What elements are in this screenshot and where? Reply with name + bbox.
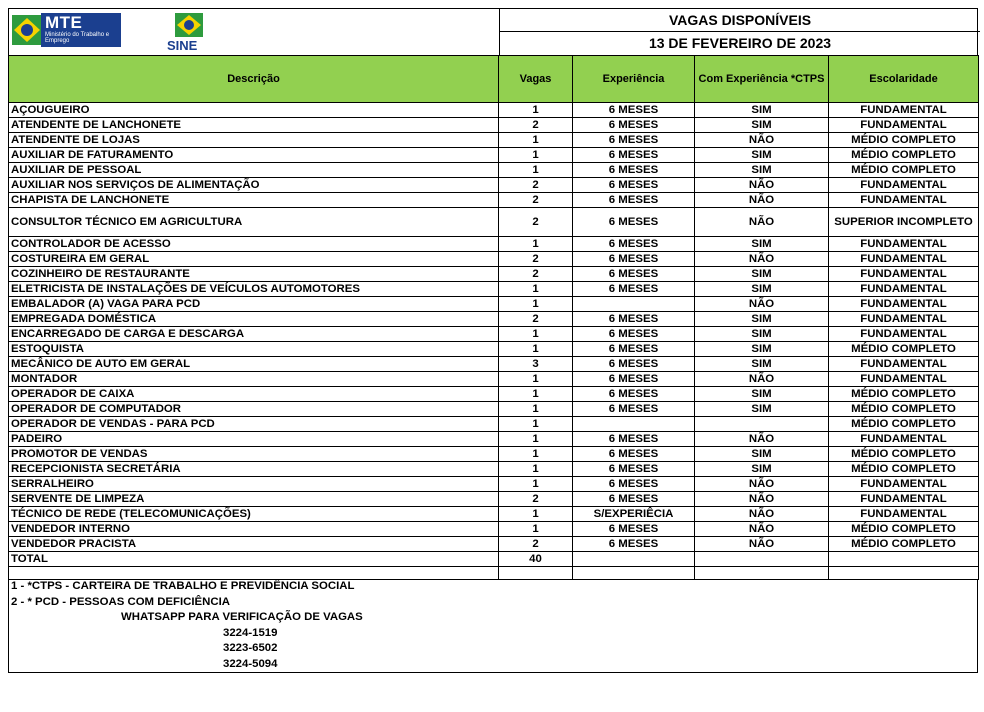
cell-escolaridade: MÉDIO COMPLETO: [829, 163, 979, 178]
cell-ctps: SIM: [695, 462, 829, 477]
cell-experiencia: 6 MESES: [573, 237, 695, 252]
cell-descricao: EMBALADOR (A) VAGA PARA PCD: [9, 297, 499, 312]
logos-area: [9, 9, 499, 55]
cell-escolaridade: MÉDIO COMPLETO: [829, 522, 979, 537]
cell-experiencia: 6 MESES: [573, 148, 695, 163]
sine-logo: [167, 11, 217, 53]
empty-cell: [695, 567, 829, 580]
cell-descricao: AUXILIAR NOS SERVIÇOS DE ALIMENTAÇÃO: [9, 178, 499, 193]
cell-escolaridade: FUNDAMENTAL: [829, 193, 979, 208]
cell-experiencia: 6 MESES: [573, 537, 695, 552]
cell-vagas: 1: [499, 237, 573, 252]
cell-escolaridade: FUNDAMENTAL: [829, 118, 979, 133]
col-header-descricao: Descrição: [9, 56, 499, 103]
cell-escolaridade: MÉDIO COMPLETO: [829, 342, 979, 357]
cell-descricao: OPERADOR DE COMPUTADOR: [9, 402, 499, 417]
cell-vagas: 1: [499, 402, 573, 417]
cell-escolaridade: FUNDAMENTAL: [829, 267, 979, 282]
cell-descricao: OPERADOR DE CAIXA: [9, 387, 499, 402]
cell-ctps: NÃO: [695, 492, 829, 507]
cell-experiencia: 6 MESES: [573, 387, 695, 402]
cell-experiencia: 6 MESES: [573, 447, 695, 462]
empty-cell: [695, 552, 829, 567]
cell-ctps: SIM: [695, 357, 829, 372]
cell-vagas: 2: [499, 118, 573, 133]
cell-experiencia: 6 MESES: [573, 477, 695, 492]
brazil-flag-icon: [11, 11, 43, 47]
table-row: [9, 178, 979, 193]
table-row: [9, 417, 979, 432]
cell-descricao: TÉCNICO DE REDE (TELECOMUNICAÇÕES): [9, 507, 499, 522]
whatsapp-title: WHATSAPP PARA VERIFICAÇÃO DE VAGAS: [121, 611, 363, 623]
cell-experiencia: 6 MESES: [573, 208, 695, 237]
cell-ctps: NÃO: [695, 537, 829, 552]
cell-vagas: 2: [499, 312, 573, 327]
cell-ctps: NÃO: [695, 372, 829, 387]
cell-experiencia: 6 MESES: [573, 103, 695, 118]
table-row: [9, 492, 979, 507]
cell-vagas: 1: [499, 387, 573, 402]
cell-experiencia: 6 MESES: [573, 193, 695, 208]
cell-experiencia: 6 MESES: [573, 282, 695, 297]
cell-experiencia: 6 MESES: [573, 462, 695, 477]
table-row: [9, 208, 979, 237]
cell-descricao: AUXILIAR DE PESSOAL: [9, 163, 499, 178]
table-row: [9, 432, 979, 447]
cell-ctps: NÃO: [695, 178, 829, 193]
cell-ctps: NÃO: [695, 522, 829, 537]
cell-descricao: ATENDENTE DE LANCHONETE: [9, 118, 499, 133]
cell-vagas: 1: [499, 342, 573, 357]
cell-experiencia: [573, 417, 695, 432]
phone-number: 3223-6502: [223, 642, 278, 654]
cell-escolaridade: MÉDIO COMPLETO: [829, 402, 979, 417]
cell-vagas: 2: [499, 193, 573, 208]
mte-logo-subtitle: Ministério do Trabalho e Emprego: [45, 32, 110, 44]
cell-vagas: 1: [499, 447, 573, 462]
cell-escolaridade: FUNDAMENTAL: [829, 477, 979, 492]
cell-experiencia: 6 MESES: [573, 522, 695, 537]
cell-ctps: NÃO: [695, 252, 829, 267]
table-row: [9, 252, 979, 267]
cell-escolaridade: FUNDAMENTAL: [829, 312, 979, 327]
cell-vagas: 1: [499, 432, 573, 447]
cell-escolaridade: FUNDAMENTAL: [829, 252, 979, 267]
cell-vagas: 1: [499, 507, 573, 522]
cell-escolaridade: FUNDAMENTAL: [829, 372, 979, 387]
cell-ctps: NÃO: [695, 297, 829, 312]
cell-vagas: 2: [499, 178, 573, 193]
mte-logo-text: MTE: [45, 13, 83, 32]
vacancy-sheet: [8, 8, 978, 704]
table-row: [9, 462, 979, 477]
cell-vagas: 1: [499, 103, 573, 118]
note-pcd: 2 - * PCD - PESSOAS COM DEFICIÊNCIA: [11, 595, 230, 608]
table-row: [9, 522, 979, 537]
vacancies-table: [8, 55, 979, 580]
cell-ctps: SIM: [695, 163, 829, 178]
blank-row: [9, 567, 979, 580]
empty-cell: [573, 552, 695, 567]
table-row: [9, 267, 979, 282]
cell-ctps: NÃO: [695, 507, 829, 522]
table-row: [9, 537, 979, 552]
table-row: [9, 312, 979, 327]
cell-ctps: SIM: [695, 267, 829, 282]
cell-descricao: COZINHEIRO DE RESTAURANTE: [9, 267, 499, 282]
cell-ctps: NÃO: [695, 208, 829, 237]
col-header-escolaridade: Escolaridade: [829, 56, 979, 103]
table-row: [9, 387, 979, 402]
cell-descricao: CONSULTOR TÉCNICO EM AGRICULTURA: [9, 208, 499, 237]
cell-vagas: 1: [499, 163, 573, 178]
cell-descricao: VENDEDOR INTERNO: [9, 522, 499, 537]
cell-escolaridade: MÉDIO COMPLETO: [829, 462, 979, 477]
cell-descricao: RECEPCIONISTA SECRETÁRIA: [9, 462, 499, 477]
cell-vagas: 1: [499, 372, 573, 387]
cell-ctps: NÃO: [695, 432, 829, 447]
cell-experiencia: 6 MESES: [573, 118, 695, 133]
sine-flag-icon: [173, 11, 207, 39]
cell-descricao: OPERADOR DE VENDAS - PARA PCD: [9, 417, 499, 432]
cell-escolaridade: FUNDAMENTAL: [829, 492, 979, 507]
cell-escolaridade: FUNDAMENTAL: [829, 327, 979, 342]
cell-vagas: 2: [499, 208, 573, 237]
cell-ctps: SIM: [695, 148, 829, 163]
cell-ctps: SIM: [695, 282, 829, 297]
col-header-vagas: Vagas: [499, 56, 573, 103]
cell-ctps: SIM: [695, 327, 829, 342]
total-value: 40: [499, 552, 573, 567]
empty-cell: [573, 567, 695, 580]
cell-descricao: PROMOTOR DE VENDAS: [9, 447, 499, 462]
sine-logo-text: SINE: [167, 38, 198, 53]
cell-descricao: CHAPISTA DE LANCHONETE: [9, 193, 499, 208]
table-row: [9, 402, 979, 417]
cell-escolaridade: FUNDAMENTAL: [829, 178, 979, 193]
cell-escolaridade: MÉDIO COMPLETO: [829, 133, 979, 148]
cell-descricao: SERRALHEIRO: [9, 477, 499, 492]
cell-vagas: 1: [499, 477, 573, 492]
mte-logo: [11, 11, 121, 47]
cell-escolaridade: SUPERIOR INCOMPLETO: [829, 208, 979, 237]
cell-vagas: 2: [499, 252, 573, 267]
cell-vagas: 1: [499, 148, 573, 163]
cell-descricao: VENDEDOR PRACISTA: [9, 537, 499, 552]
cell-ctps: SIM: [695, 312, 829, 327]
cell-ctps: SIM: [695, 237, 829, 252]
cell-vagas: 1: [499, 327, 573, 342]
table-row: [9, 103, 979, 118]
cell-experiencia: 6 MESES: [573, 492, 695, 507]
cell-descricao: AÇOUGUEIRO: [9, 103, 499, 118]
cell-descricao: ELETRICISTA DE INSTALAÇÕES DE VEÍCULOS AUTOMOTORES: [9, 282, 499, 297]
table-row: [9, 133, 979, 148]
table-row: [9, 282, 979, 297]
cell-experiencia: 6 MESES: [573, 267, 695, 282]
document-header: [8, 8, 978, 55]
empty-cell: [9, 567, 499, 580]
cell-vagas: 2: [499, 537, 573, 552]
cell-vagas: 1: [499, 282, 573, 297]
empty-cell: [829, 567, 979, 580]
cell-descricao: MECÂNICO DE AUTO EM GERAL: [9, 357, 499, 372]
cell-vagas: 2: [499, 267, 573, 282]
page-date: 13 DE FEVEREIRO DE 2023: [648, 35, 832, 51]
cell-descricao: MONTADOR: [9, 372, 499, 387]
table-row: [9, 342, 979, 357]
cell-descricao: ATENDENTE DE LOJAS: [9, 133, 499, 148]
cell-experiencia: 6 MESES: [573, 312, 695, 327]
cell-vagas: 1: [499, 522, 573, 537]
phone-number: 3224-5094: [223, 657, 278, 670]
cell-ctps: SIM: [695, 402, 829, 417]
cell-descricao: ESTOQUISTA: [9, 342, 499, 357]
empty-cell: [499, 567, 573, 580]
table-row: [9, 118, 979, 133]
cell-ctps: SIM: [695, 447, 829, 462]
cell-experiencia: 6 MESES: [573, 327, 695, 342]
cell-ctps: SIM: [695, 103, 829, 118]
cell-descricao: ENCARREGADO DE CARGA E DESCARGA: [9, 327, 499, 342]
cell-vagas: 1: [499, 297, 573, 312]
cell-escolaridade: FUNDAMENTAL: [829, 297, 979, 312]
cell-ctps: SIM: [695, 342, 829, 357]
col-header-ctps: Com Experiência *CTPS: [695, 56, 829, 103]
table-row: [9, 372, 979, 387]
cell-ctps: NÃO: [695, 477, 829, 492]
cell-experiencia: 6 MESES: [573, 357, 695, 372]
cell-descricao: CONTROLADOR DE ACESSO: [9, 237, 499, 252]
cell-experiencia: [573, 297, 695, 312]
page-title: VAGAS DISPONÍVEIS: [500, 9, 980, 32]
title-block: [499, 9, 980, 55]
cell-descricao: SERVENTE DE LIMPEZA: [9, 492, 499, 507]
cell-escolaridade: MÉDIO COMPLETO: [829, 387, 979, 402]
table-row: [9, 148, 979, 163]
table-row: [9, 193, 979, 208]
table-row: [9, 297, 979, 312]
cell-descricao: AUXILIAR DE FATURAMENTO: [9, 148, 499, 163]
table-row: [9, 477, 979, 492]
cell-experiencia: 6 MESES: [573, 342, 695, 357]
table-row: [9, 327, 979, 342]
col-header-experiencia: Experiência: [573, 56, 695, 103]
cell-experiencia: 6 MESES: [573, 163, 695, 178]
phone-number: 3224-1519: [223, 626, 278, 639]
table-row: [9, 357, 979, 372]
cell-descricao: COSTUREIRA EM GERAL: [9, 252, 499, 267]
cell-experiencia: S/EXPERIÊCIA: [573, 507, 695, 522]
cell-vagas: 1: [499, 462, 573, 477]
cell-ctps: SIM: [695, 387, 829, 402]
cell-escolaridade: FUNDAMENTAL: [829, 103, 979, 118]
cell-escolaridade: MÉDIO COMPLETO: [829, 447, 979, 462]
cell-ctps: NÃO: [695, 133, 829, 148]
total-label: TOTAL: [9, 552, 499, 567]
cell-experiencia: 6 MESES: [573, 178, 695, 193]
cell-ctps: NÃO: [695, 193, 829, 208]
table-row: [9, 447, 979, 462]
cell-ctps: [695, 417, 829, 432]
cell-experiencia: 6 MESES: [573, 133, 695, 148]
empty-cell: [829, 552, 979, 567]
cell-experiencia: 6 MESES: [573, 252, 695, 267]
notes-section: [8, 579, 978, 673]
cell-ctps: SIM: [695, 118, 829, 133]
table-row: [9, 237, 979, 252]
cell-vagas: 1: [499, 417, 573, 432]
cell-escolaridade: FUNDAMENTAL: [829, 357, 979, 372]
cell-escolaridade: FUNDAMENTAL: [829, 432, 979, 447]
table-header-row: [9, 56, 979, 103]
cell-escolaridade: FUNDAMENTAL: [829, 237, 979, 252]
cell-escolaridade: MÉDIO COMPLETO: [829, 417, 979, 432]
cell-experiencia: 6 MESES: [573, 432, 695, 447]
cell-descricao: PADEIRO: [9, 432, 499, 447]
cell-descricao: EMPREGADA DOMÉSTICA: [9, 312, 499, 327]
cell-escolaridade: MÉDIO COMPLETO: [829, 537, 979, 552]
cell-vagas: 1: [499, 133, 573, 148]
cell-vagas: 2: [499, 492, 573, 507]
cell-escolaridade: FUNDAMENTAL: [829, 282, 979, 297]
cell-escolaridade: FUNDAMENTAL: [829, 507, 979, 522]
cell-experiencia: 6 MESES: [573, 372, 695, 387]
table-row: [9, 507, 979, 522]
note-ctps: 1 - *CTPS - CARTEIRA DE TRABALHO E PREVIDÊNCIA SOCIAL: [11, 580, 355, 592]
total-row: [9, 552, 979, 567]
table-row: [9, 163, 979, 178]
cell-vagas: 3: [499, 357, 573, 372]
cell-escolaridade: MÉDIO COMPLETO: [829, 148, 979, 163]
cell-experiencia: 6 MESES: [573, 402, 695, 417]
